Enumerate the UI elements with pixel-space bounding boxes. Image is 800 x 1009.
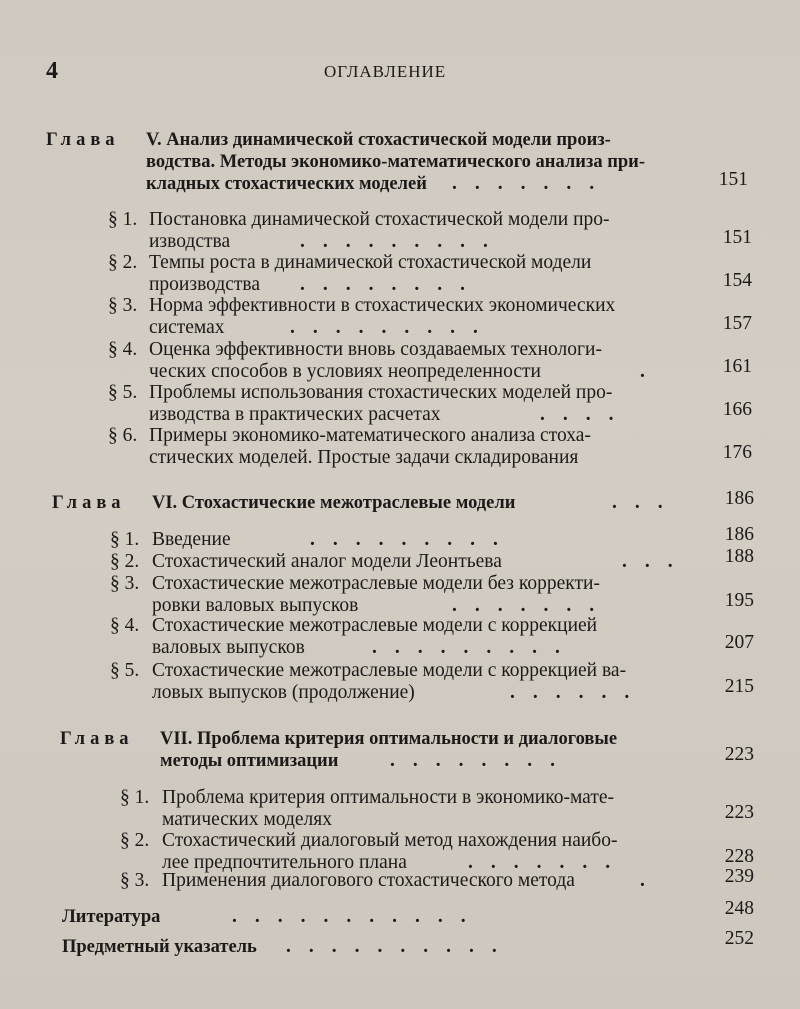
back-matter-title: Предметный указатель — [62, 937, 257, 957]
chapter-title-line: VII. Проблема критерия оптимальности и диалоговые — [160, 729, 618, 749]
section-title-line: Оценка эффективности вновь создаваемых технологи- — [149, 339, 602, 360]
back-matter-title: Литература — [62, 907, 161, 927]
section-mark: § 3. — [120, 870, 150, 891]
page-title: ОГЛАВЛЕНИЕ — [324, 62, 447, 81]
section-title-line: валовых выпусков — [152, 637, 305, 658]
section-mark: § 5. — [108, 382, 138, 403]
leader-dots: .......... — [286, 936, 515, 957]
section-title-line: системах — [149, 317, 225, 338]
section-mark: § 4. — [108, 339, 138, 360]
section-title-line: Проблемы использования стохастических моделей про- — [149, 382, 613, 403]
section-title-line: стических моделей. Простые задачи складирования — [149, 447, 579, 468]
section-title-line: Постановка динамической стохастической модели про- — [149, 209, 610, 230]
leader-dots: ....... — [468, 852, 629, 873]
section-title-line: Введение — [152, 529, 231, 550]
section-title-line: изводства в практических расчетах — [149, 404, 441, 425]
section-title-line: лее предпочтительного плана — [162, 852, 407, 873]
chapter-page-number: 151 — [718, 169, 748, 190]
back-matter-page-number: 252 — [724, 928, 754, 949]
leader-dots: ......... — [300, 231, 506, 252]
section-mark: § 3. — [108, 295, 138, 316]
section-mark: § 1. — [110, 529, 140, 550]
section-page-number: 166 — [722, 399, 752, 420]
section-title-line: Стохастические межотраслевые модели с коррекцией ва- — [152, 660, 627, 681]
section-title-line: Норма эффективности в стохастических экономических — [149, 295, 616, 316]
section-page-number: 157 — [722, 313, 752, 334]
section-page-number: 228 — [724, 846, 754, 867]
leader-dots: ......... — [372, 637, 578, 658]
chapter-page-number: 186 — [724, 488, 754, 509]
chapter-label: Глава — [52, 493, 126, 513]
section-mark: § 3. — [110, 573, 140, 594]
section-title-line: Темпы роста в динамической стохастической модели — [149, 252, 592, 273]
section-page-number: 223 — [724, 802, 754, 823]
leader-dots: ......... — [310, 529, 516, 550]
leader-dots: ...... — [510, 682, 648, 703]
page-number: 4 — [46, 58, 58, 84]
section-mark: § 2. — [110, 551, 140, 572]
chapter-title-line: кладных стохастических моделей — [146, 174, 427, 194]
section-title-line: Проблема критерия оптимальности в экономико-мате- — [162, 787, 614, 808]
leader-dots: ......... — [290, 317, 496, 338]
section-mark: § 2. — [108, 252, 138, 273]
section-title-line: Стохастические межотраслевые модели с коррекцией — [152, 615, 598, 636]
chapter-title-line: методы оптимизации — [160, 751, 339, 771]
section-title-line: Стохастические межотраслевые модели без корректи- — [152, 573, 600, 594]
chapter-title-line: водства. Методы экономико-математического анализа при- — [146, 152, 645, 172]
back-matter-page-number: 248 — [724, 898, 754, 919]
section-page-number: 207 — [724, 632, 754, 653]
leader-dots: ........ — [300, 274, 483, 295]
leader-dots: . — [640, 361, 663, 382]
section-page-number: 239 — [724, 866, 754, 887]
chapter-title-line: V. Анализ динамической стохастической модели произ- — [146, 130, 611, 150]
section-page-number: 195 — [724, 590, 754, 611]
section-page-number: 215 — [724, 676, 754, 697]
section-mark: § 5. — [110, 660, 140, 681]
section-title-line: ловых выпусков (продолжение) — [152, 682, 415, 703]
leader-dots: ... — [612, 492, 681, 513]
section-title-line: матических моделях — [162, 809, 333, 830]
section-page-number: 154 — [722, 270, 752, 291]
section-mark: § 1. — [108, 209, 138, 230]
section-title-line: производства — [149, 274, 261, 295]
section-title-line: Применения диалогового стохастического метода — [162, 870, 575, 891]
section-title-line: ческих способов в условиях неопределенности — [149, 361, 541, 382]
chapter-label: Глава — [60, 729, 134, 749]
leader-dots: ....... — [452, 595, 613, 616]
section-page-number: 176 — [722, 442, 752, 463]
section-mark: § 2. — [120, 830, 150, 851]
section-page-number: 161 — [722, 356, 752, 377]
leader-dots: ........... — [232, 906, 484, 927]
section-mark: § 6. — [108, 425, 138, 446]
section-title-line: Примеры экономико-математического анализа стоха- — [149, 425, 591, 446]
leader-dots: . — [640, 870, 663, 891]
section-page-number: 151 — [722, 227, 752, 248]
leader-dots: ........ — [390, 750, 573, 771]
leader-dots: ... — [622, 551, 691, 572]
leader-dots: .... — [540, 404, 632, 425]
chapter-label: Глава — [46, 130, 120, 150]
section-mark: § 4. — [110, 615, 140, 636]
section-title-line: изводства — [149, 231, 231, 252]
section-page-number: 188 — [724, 546, 754, 567]
chapter-page-number: 223 — [724, 744, 754, 765]
section-title-line: ровки валовых выпусков — [152, 595, 359, 616]
section-page-number: 186 — [724, 524, 754, 545]
section-title-line: Стохастический диалоговый метод нахождения наибо- — [162, 830, 618, 851]
leader-dots: ....... — [452, 173, 613, 194]
section-title-line: Стохастический аналог модели Леонтьева — [152, 551, 502, 572]
section-mark: § 1. — [120, 787, 150, 808]
chapter-title-line: VI. Стохастические межотраслевые модели — [152, 493, 516, 513]
